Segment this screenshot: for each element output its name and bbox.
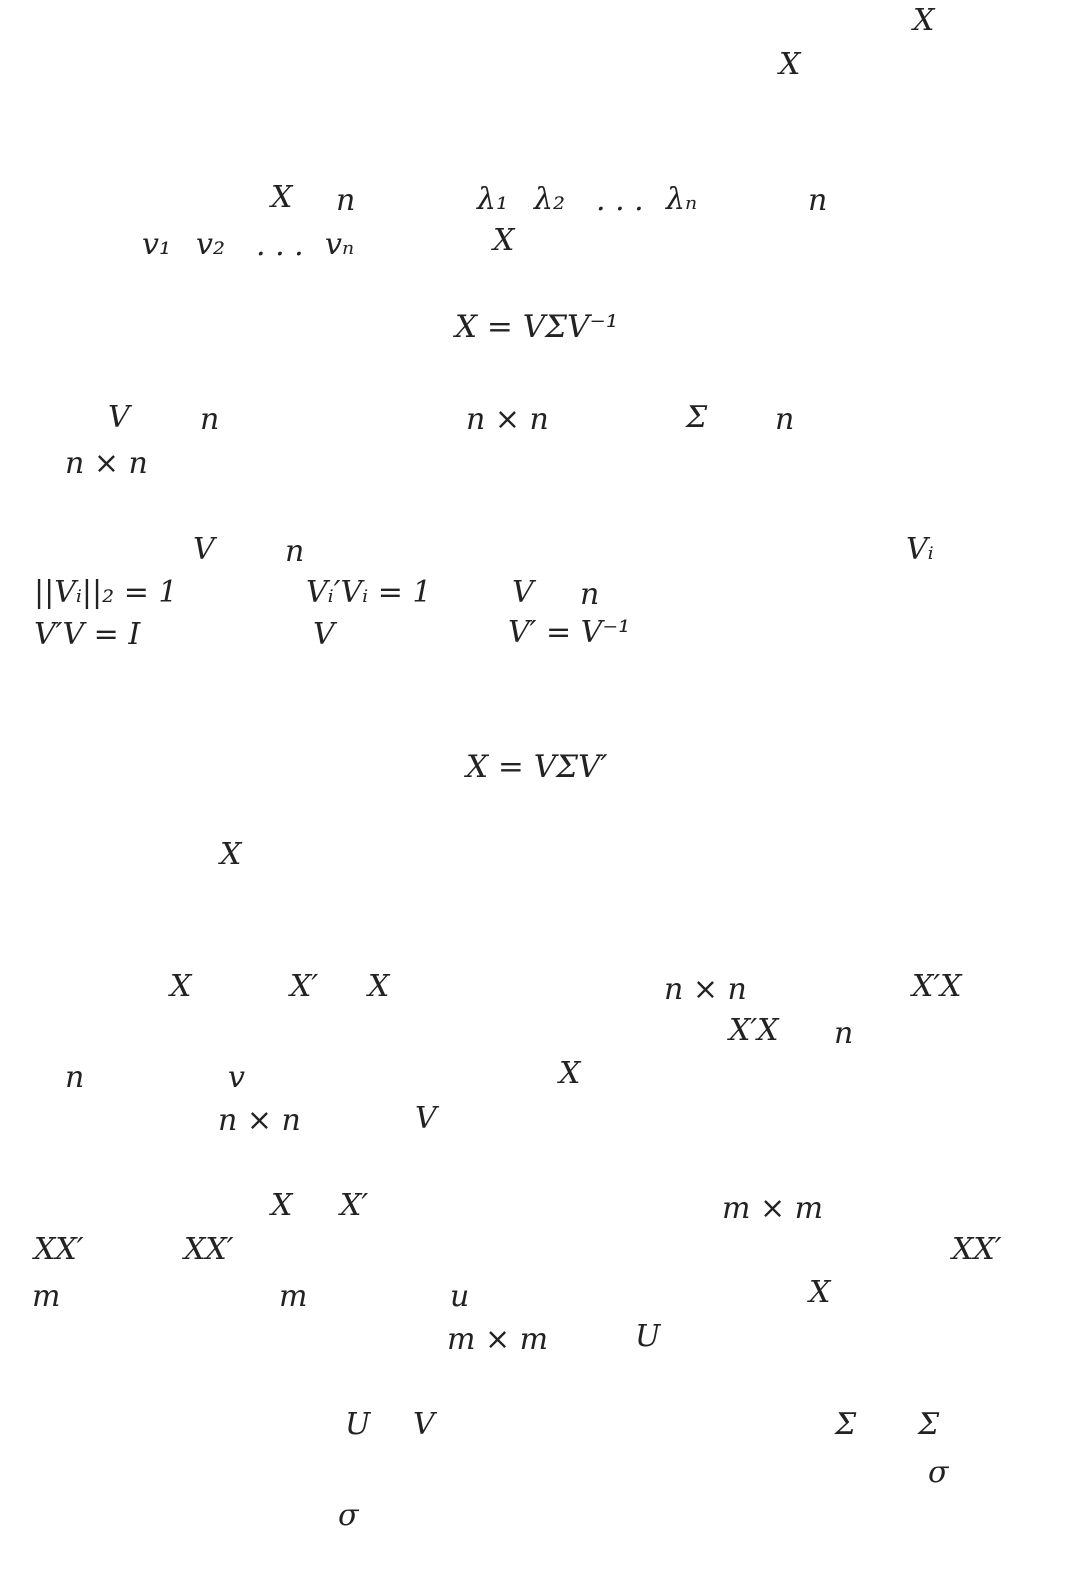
equation-orthogonal-decomposition: X = VΣV′: [466, 749, 608, 785]
math-fragment: X: [220, 837, 242, 872]
math-fragment: V: [108, 400, 130, 435]
math-fragment: X′X: [912, 969, 962, 1004]
math-fragment: X: [809, 1275, 831, 1310]
equation-eigendecomposition: X = VΣV⁻¹: [455, 309, 619, 345]
math-fragment: n: [65, 1060, 85, 1095]
math-fragment: σ: [338, 1498, 359, 1533]
math-fragment: n: [834, 1016, 854, 1051]
math-fragment: v₂: [196, 227, 225, 262]
math-fragment: n: [336, 183, 356, 218]
math-fragment: X′: [340, 1188, 369, 1223]
math-fragment: . . .: [256, 228, 304, 263]
math-fragment: u: [450, 1279, 470, 1314]
math-fragment: X: [493, 223, 515, 258]
math-fragment: V: [413, 1407, 435, 1442]
math-fragment: X: [368, 969, 390, 1004]
math-fragment: X: [271, 1188, 293, 1223]
math-fragment: n: [808, 183, 828, 218]
math-fragment: n × n: [218, 1103, 301, 1138]
math-fragment: X′X: [729, 1013, 779, 1048]
math-fragment: X: [271, 180, 293, 215]
math-fragment: n: [200, 402, 220, 437]
math-fragment: n × n: [664, 972, 747, 1007]
math-fragment: n: [580, 577, 600, 612]
math-fragment: U: [345, 1407, 371, 1442]
math-fragment: X: [559, 1056, 581, 1091]
math-fragment: V: [313, 617, 335, 652]
math-fragment: m × m: [722, 1191, 824, 1226]
math-fragment: Vᵢ′Vᵢ = 1: [306, 575, 432, 610]
math-fragment: λ₁: [477, 182, 509, 217]
math-fragment: V′ = V⁻¹: [508, 615, 631, 650]
math-fragment: V′V = I: [34, 617, 141, 652]
math-fragment: X: [170, 969, 192, 1004]
math-fragment: n × n: [466, 402, 549, 437]
math-fragment: Σ: [835, 1407, 857, 1442]
math-fragment: U: [635, 1319, 661, 1354]
math-fragment: v₁: [142, 227, 171, 262]
math-fragment: n: [775, 402, 795, 437]
math-fragment: Σ: [686, 400, 708, 435]
math-fragment: n × n: [65, 446, 148, 481]
math-fragment: . . .: [596, 183, 644, 218]
math-fragment: m: [32, 1279, 61, 1314]
math-fragment: m: [279, 1279, 308, 1314]
math-fragment: XX′: [184, 1232, 234, 1267]
math-fragment: V: [193, 532, 215, 567]
math-fragment: X: [913, 3, 935, 38]
math-fragment: Vᵢ: [906, 532, 934, 567]
math-fragment: λ₂: [534, 182, 566, 217]
math-fragment: vₙ: [325, 227, 355, 262]
math-fragment: v: [228, 1060, 245, 1095]
math-fragment: n: [285, 534, 305, 569]
math-fragment: X: [779, 47, 801, 82]
math-fragment: σ: [928, 1455, 949, 1490]
math-fragment: ||Vᵢ||₂ = 1: [34, 575, 178, 610]
math-fragment: Σ: [918, 1407, 940, 1442]
math-fragment: XX′: [34, 1232, 84, 1267]
math-fragment: X′: [290, 969, 319, 1004]
math-fragment: V: [512, 575, 534, 610]
math-fragment: XX′: [952, 1232, 1002, 1267]
math-fragment: m × m: [447, 1322, 549, 1357]
math-fragment: V: [415, 1101, 437, 1136]
math-fragment: λₙ: [666, 182, 698, 217]
